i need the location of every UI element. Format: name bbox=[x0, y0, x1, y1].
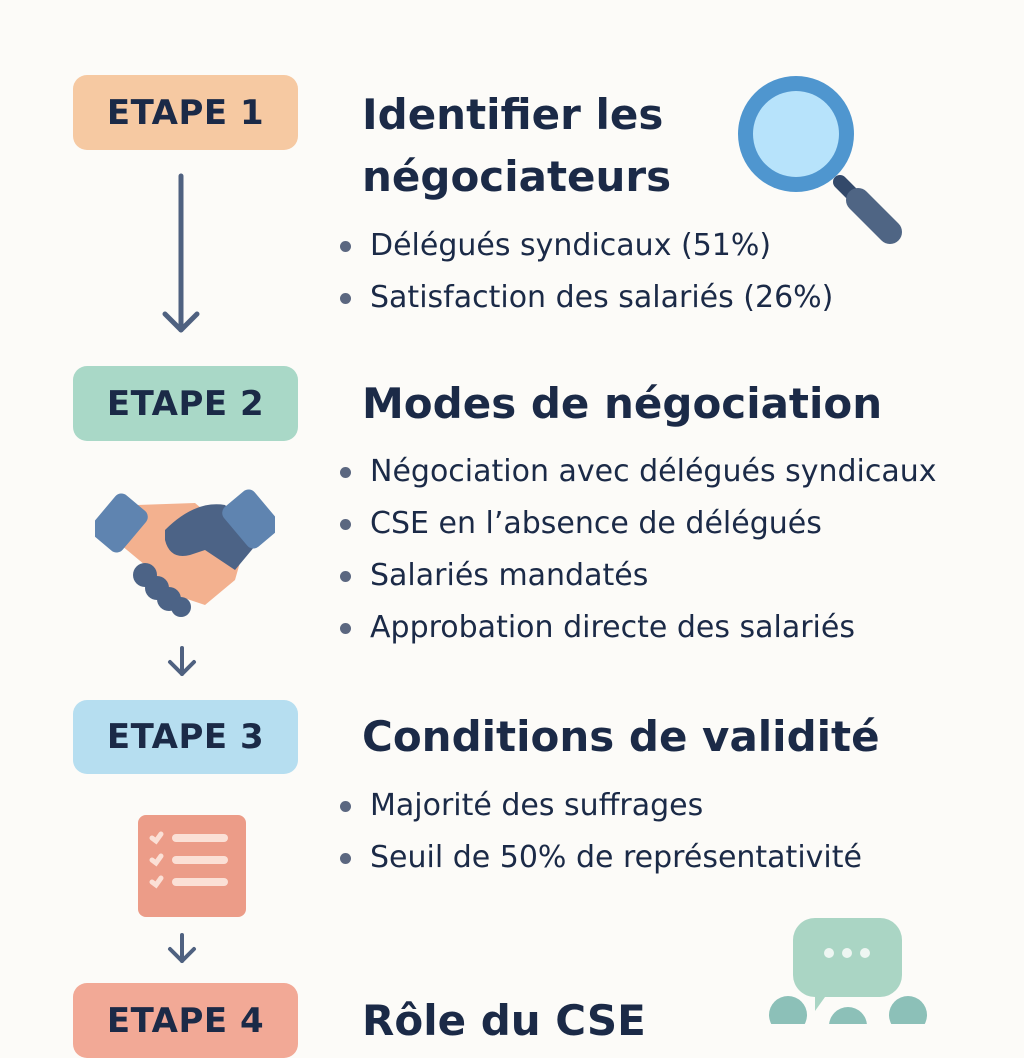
step-3-title: Conditions de validité bbox=[362, 712, 880, 761]
step-2-list bbox=[340, 446, 937, 654]
list-item: Satisfaction des salariés (26%) bbox=[340, 272, 833, 324]
bullet-icon bbox=[340, 801, 351, 812]
step-2-badge bbox=[73, 366, 298, 441]
arrow-down-icon bbox=[165, 645, 199, 679]
bullet-icon bbox=[340, 293, 351, 304]
bullet-icon bbox=[340, 241, 351, 252]
checklist-icon bbox=[138, 815, 246, 917]
step-4-badge-label: ETAPE 4 bbox=[106, 1000, 265, 1041]
bullet-icon bbox=[340, 519, 351, 530]
step-2-badge-label: ETAPE 2 bbox=[106, 383, 265, 424]
bullet-icon bbox=[340, 467, 351, 478]
step-1-badge-label: ETAPE 1 bbox=[106, 92, 265, 133]
step-4-badge bbox=[73, 983, 298, 1058]
step-3-badge bbox=[73, 700, 298, 774]
list-item: Seuil de 50% de représentativité bbox=[340, 832, 862, 884]
handshake-icon bbox=[95, 485, 275, 620]
step-1-title-line-1: Identifier les bbox=[362, 90, 664, 139]
list-item: CSE en l’absence de délégués bbox=[340, 498, 937, 550]
step-1-list bbox=[340, 220, 833, 324]
arrow-down-icon bbox=[165, 932, 199, 966]
step-1-title-line-2: négociateurs bbox=[362, 152, 672, 201]
bullet-icon bbox=[340, 853, 351, 864]
bullet-icon bbox=[340, 623, 351, 634]
discussion-group-icon bbox=[765, 918, 935, 1024]
list-item: Négociation avec délégués syndicaux bbox=[340, 446, 937, 498]
list-item: Délégués syndicaux (51%) bbox=[340, 220, 833, 272]
step-3-badge-label: ETAPE 3 bbox=[106, 717, 265, 757]
arrow-down-icon bbox=[160, 172, 204, 337]
list-item: Approbation directe des salariés bbox=[340, 602, 937, 654]
list-item: Majorité des suffrages bbox=[340, 780, 862, 832]
step-4-title: Rôle du CSE bbox=[362, 996, 646, 1045]
bullet-icon bbox=[340, 571, 351, 582]
step-1-title bbox=[362, 84, 671, 208]
step-2-title: Modes de négociation bbox=[362, 379, 883, 428]
step-3-list bbox=[340, 780, 862, 884]
step-1-badge bbox=[73, 75, 298, 150]
list-item: Salariés mandatés bbox=[340, 550, 937, 602]
